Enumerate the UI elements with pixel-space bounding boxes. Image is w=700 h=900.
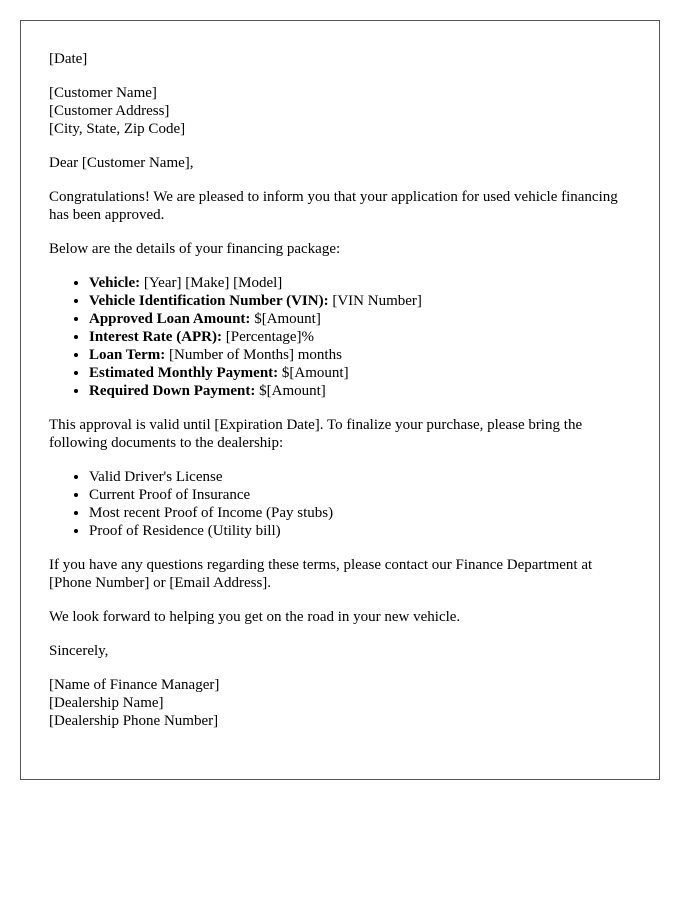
document-item: • Most recent Proof of Income (Pay stubs) — [89, 504, 631, 522]
document-item: • Proof of Residence (Utility bill) — [89, 522, 631, 540]
letter-date: [Date] — [49, 51, 88, 67]
financing-details-list — [49, 274, 631, 400]
letter-page — [20, 20, 660, 780]
detail-item-loan-term — [89, 346, 631, 364]
detail-label: Required Down Payment: — [89, 383, 256, 399]
detail-item-down-payment — [89, 382, 631, 400]
detail-item-vehicle — [89, 274, 631, 292]
salutation: Dear [Customer Name], — [49, 155, 194, 171]
intro-paragraph: Congratulations! We are pleased to inform you that your application for used vehicle financing has been approved. — [49, 189, 618, 223]
details-intro: Below are the details of your financing package: — [49, 241, 341, 257]
sign-off: Sincerely, — [49, 643, 109, 659]
recipient-city-state-zip: [City, State, Zip Code] — [49, 121, 186, 137]
detail-item-interest-rate — [89, 328, 631, 346]
detail-value: [Percentage]% — [222, 329, 315, 345]
detail-label: Vehicle: — [89, 275, 141, 291]
recipient-name: [Customer Name] — [49, 85, 157, 101]
detail-label: Interest Rate (APR): — [89, 329, 223, 345]
detail-label: Vehicle Identification Number (VIN): — [89, 293, 329, 309]
detail-value: [VIN Number] — [328, 293, 422, 309]
signature-dealership: [Dealership Name] — [49, 695, 164, 711]
signature-manager: [Name of Finance Manager] — [49, 677, 220, 693]
signature-block — [49, 676, 631, 730]
detail-item-vin — [89, 292, 631, 310]
recipient-address-block — [49, 84, 631, 138]
detail-label: Estimated Monthly Payment: — [89, 365, 279, 381]
document-item: • Valid Driver's License — [89, 468, 631, 486]
detail-label: Loan Term: — [89, 347, 166, 363]
detail-value: [Number of Months] months — [165, 347, 342, 363]
detail-value: $[Amount] — [255, 383, 326, 399]
detail-label: Approved Loan Amount: — [89, 311, 251, 327]
detail-value: $[Amount] — [250, 311, 321, 327]
detail-item-monthly-payment — [89, 364, 631, 382]
detail-value: $[Amount] — [278, 365, 349, 381]
detail-item-loan-amount — [89, 310, 631, 328]
document-item: • Current Proof of Insurance — [89, 486, 631, 504]
recipient-address: [Customer Address] — [49, 103, 170, 119]
detail-value: [Year] [Make] [Model] — [140, 275, 283, 291]
contact-paragraph: If you have any questions regarding these terms, please contact our Finance Department at [Phone Number] or [Email Address]. — [49, 557, 593, 591]
required-documents-list — [49, 468, 631, 540]
closing-line: We look forward to helping you get on the road in your new vehicle. — [49, 609, 461, 625]
signature-phone: [Dealership Phone Number] — [49, 713, 219, 729]
validity-paragraph: This approval is valid until [Expiration Date]. To finalize your purchase, please bring the following documents to the dealership: — [49, 417, 583, 451]
